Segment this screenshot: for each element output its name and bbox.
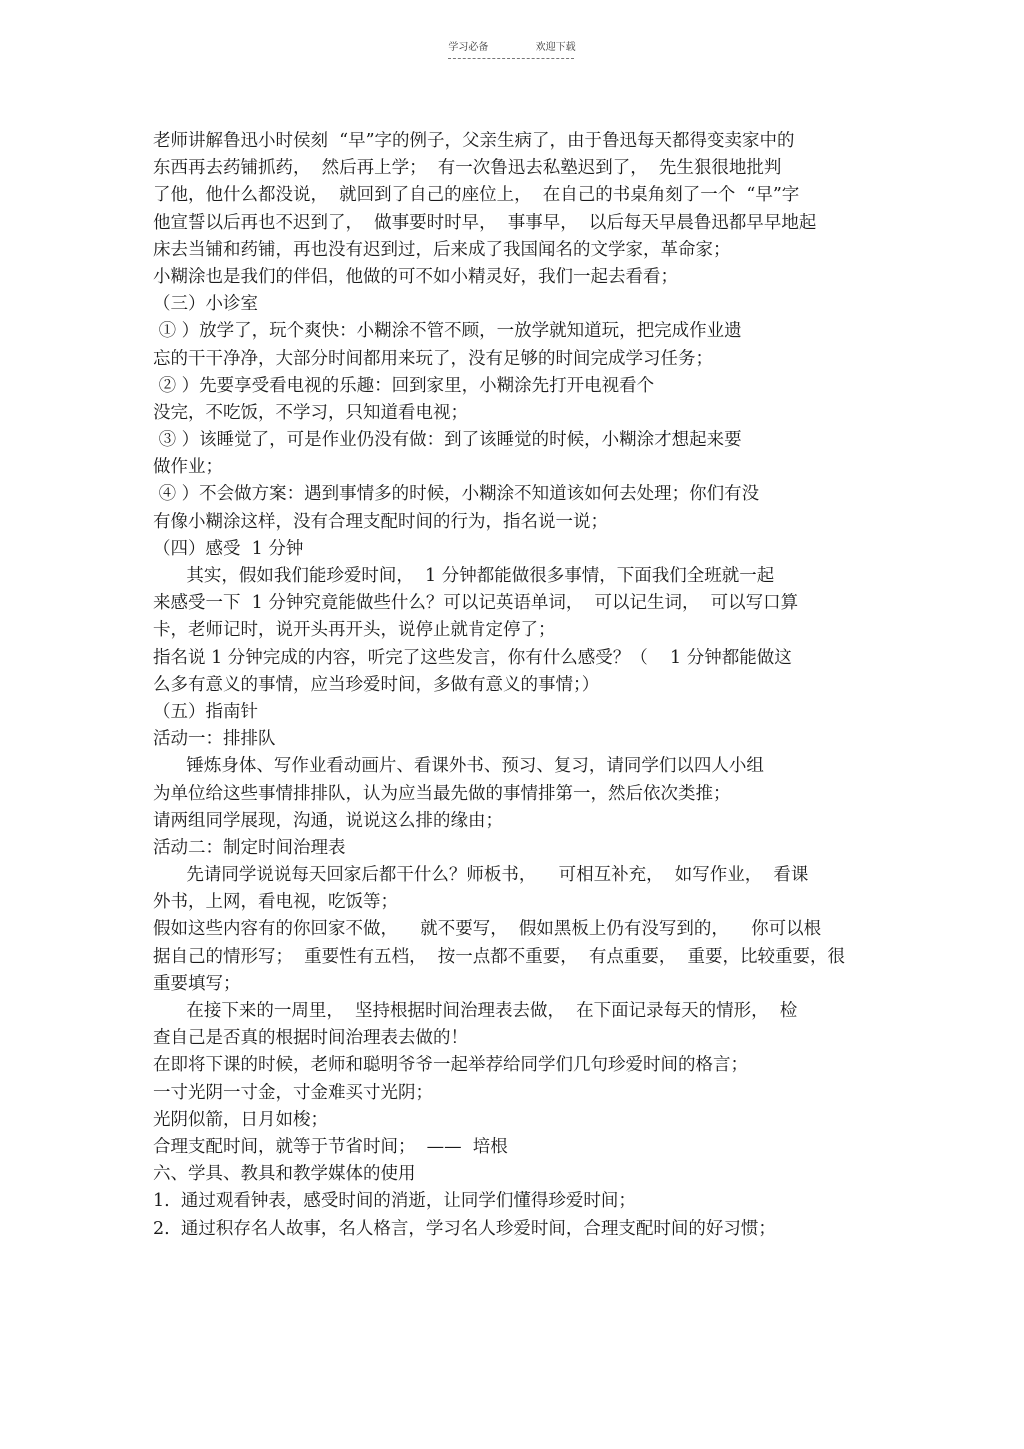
header-left-text: 学习必备 [448,42,489,53]
text-line: 来感受一下 1 分钟究竟能做些什么？可以记英语单词， 可以记生词， 可以写口算 [153,593,799,614]
text-line: 查自己是否真的根据时间治理表去做的！ [153,1028,468,1049]
text-line: 了他，他什么都没说， 就回到了自己的座位上， 在自己的书桌角刻了一个 “早”字 [153,185,800,206]
text-line: 重要填写； [153,973,241,994]
text-line: ② ）先要享受看电视的乐趣：回到家里，小糊涂先打开电视看个 [153,375,655,396]
header-divider [448,58,574,59]
text-line: 假如这些内容有的你回家不做， 就不要写， 假如黑板上仍有没写到的， 你可以根 [153,919,822,940]
text-line: 光阴似箭，日月如梭； [153,1109,328,1130]
text-line: 忘的干干净净，大部分时间都用来玩了，没有足够的时间完成学习任务； [153,348,713,369]
text-line: 其实，假如我们能珍爱时间， 1 分钟都能做很多事情，下面我们全班就一起 [153,566,775,586]
text-line: 活动一：排排队 [153,729,276,750]
text-line: 指名说 1 分钟完成的内容，听完了这些发言，你有什么感受？（ 1 分钟都能做这 [153,647,792,668]
text-line: 卡，老师记时，说开头再开头，说停止就肯定停了； [153,620,556,641]
text-line: 请两组同学展现，沟通，说说这么排的缘由； [153,810,503,831]
text-line: 有像小糊涂这样，没有合理支配时间的行为，指名说一说； [153,511,608,532]
text-line: 么多有意义的事情，应当珍爱时间，多做有意义的事情；） [153,674,600,695]
text-line: 六、学具、教具和教学媒体的使用 [153,1164,416,1185]
page-header [0,38,1024,53]
text-line: 一寸光阴一寸金，寸金难买寸光阴； [153,1082,433,1103]
text-line: ④ ）不会做方案：遇到事情多的时候，小糊涂不知道该如何去处理；你们有没 [153,484,760,505]
text-line: ① ）放学了，玩个爽快：小糊涂不管不顾，一放学就知道玩，把完成作业遗 [153,321,742,342]
text-line: 小糊涂也是我们的伴侣，他做的可不如小精灵好，我们一起去看看； [153,266,678,287]
text-line: 外书，上网，看电视，吃饭等； [153,892,398,913]
text-line: 据自己的情形写； 重要性有五档， 按一点都不重要， 有点重要， 重要，比较重要，很 [153,946,845,967]
text-line: 做作业； [153,457,223,478]
text-line: 在即将下课的时候，老师和聪明爷爷一起举荐给同学们几句珍爱时间的格言； [153,1055,748,1076]
text-line: 为单位给这些事情排排队，认为应当最先做的事情排第一，然后依次类推； [153,783,731,804]
text-line: 东西再去药铺抓药， 然后再上学； 有一次鲁迅去私塾迟到了， 先生狠很地批判 [153,158,782,179]
document-body [153,128,873,1243]
text-line: （五）指南针 [153,701,258,722]
text-line: 没完，不吃饭，不学习，只知道看电视； [153,402,468,423]
text-line: 床去当铺和药铺，再也没有迟到过，后来成了我国闻名的文学家，革命家； [153,239,731,260]
text-line: 1. 通过观看钟表，感受时间的消逝，让同学们懂得珍爱时间； [153,1191,636,1212]
text-line: 他宣誓以后再也不迟到了， 做事要时时早， 事事早， 以后每天早晨鲁迅都早早地起 [153,212,817,233]
text-line: ③ ）该睡觉了，可是作业仍没有做：到了该睡觉的时候，小糊涂才想起来要 [153,430,742,451]
text-line: （四）感受 1 分钟 [153,538,304,559]
text-line: 老师讲解鲁迅小时侯刻 “早”字的例子，父亲生病了，由于鲁迅每天都得变卖家中的 [153,131,795,151]
header-right-text: 欢迎下载 [535,42,576,53]
text-line: 锤炼身体、写作业看动画片、看课外书、预习、复习，请同学们以四人小组 [153,756,764,777]
text-line: 合理支配时间，就等于节省时间； —— 培根 [153,1136,508,1157]
text-line: 2. 通过积存名人故事，名人格言，学习名人珍爱时间，合理支配时间的好习惯； [153,1218,776,1239]
text-line: 在接下来的一周里， 坚持根据时间治理表去做， 在下面记录每天的情形， 检 [153,1001,798,1021]
text-line: （三）小诊室 [153,294,258,315]
text-line: 活动二：制定时间治理表 [153,837,346,858]
text-line: 先请同学说说每天回家后都干什么？师板书， 可相互补充， 如写作业， 看课 [153,865,809,886]
